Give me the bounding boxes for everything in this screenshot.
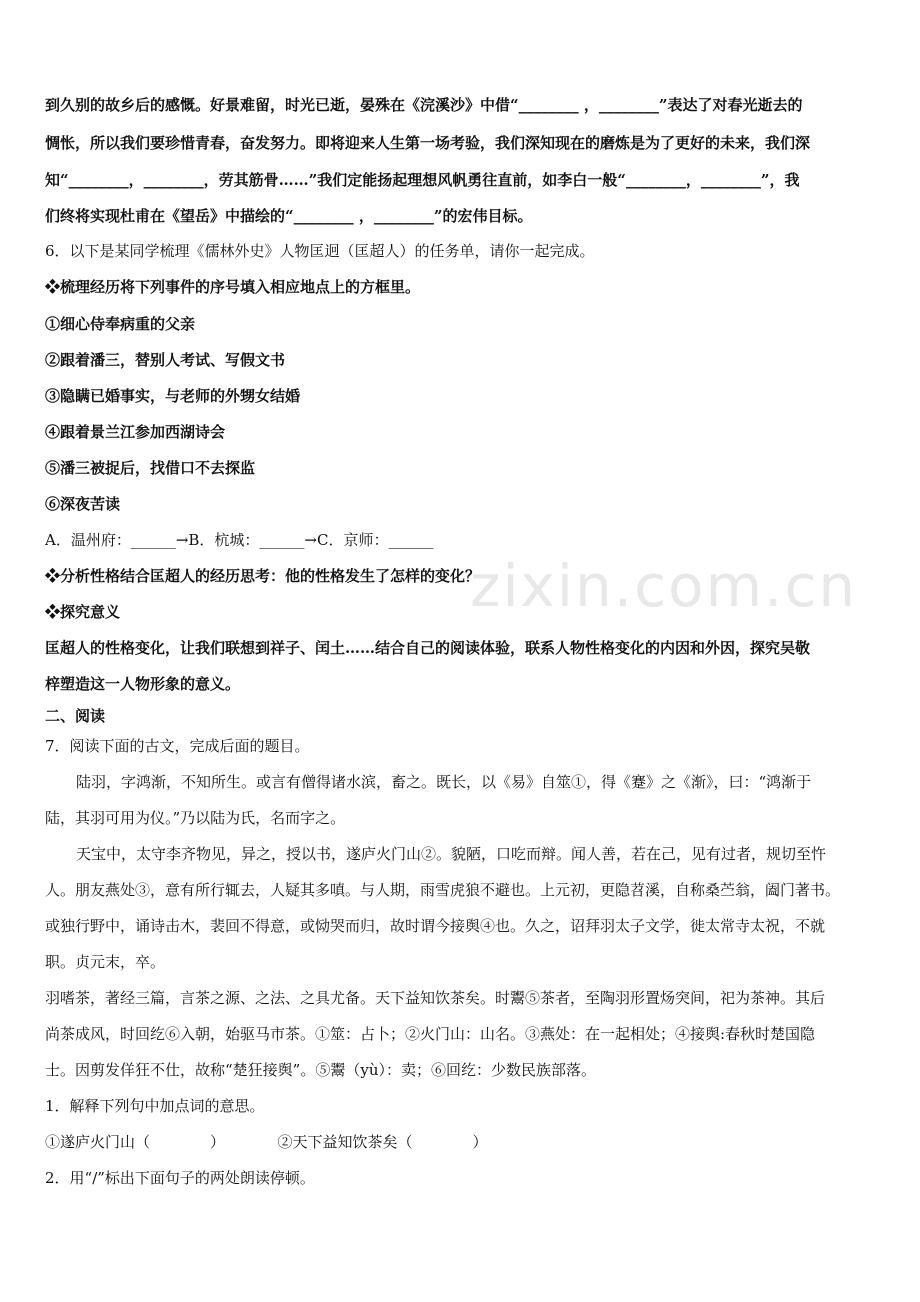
task-analyze-character: ❖分析性格结合匡超人的经历思考：他的性格发生了怎样的变化？ <box>45 567 481 585</box>
task-explore-meaning: ❖探究意义 <box>45 603 121 621</box>
event-6: ⑥深夜苦读 <box>45 495 121 513</box>
classical-text-p2-line2: 人。朋友燕处③，意有所行辄去，人疑其多嗔。与人期，雨雪虎狼不避也。上元初，更隐苕溪，自称桑苎翁，阖门著书。 <box>45 881 841 899</box>
subquestion-1-items: ①遂庐火门山（ ） ②天下益知饮茶矣（ ） <box>45 1133 488 1151</box>
poem-line-4: 们终将实现杜甫在《望岳》中描绘的“________ ，________”的宏伟目标。 <box>45 207 533 225</box>
section-reading-title: 二、阅读 <box>45 707 106 725</box>
event-5: ⑤潘三被捉后，找借口不去探监 <box>45 459 256 477</box>
meaning-line-2: 梓塑造这一人物形象的意义。 <box>45 675 241 693</box>
event-2: ②跟着潘三，替别人考试、写假文书 <box>45 351 286 369</box>
question-7: 7．阅读下面的古文，完成后面的题目。 <box>45 737 310 755</box>
event-4: ④跟着景兰江参加西湖诗会 <box>45 423 226 441</box>
classical-text-p2-line1: 天宝中，太守李齐物见，异之，授以书，遂庐火门山②。貌陋，口吃而辩。闻人善，若在己，见有过者，规切至忤 <box>76 845 827 863</box>
classical-text-p3-line3: 士。因剪发佯狂不仕，故称“楚狂接舆”。⑤鬻（yù）：卖；⑥回纥：少数民族部落。 <box>45 1061 596 1079</box>
poem-line-1: 到久别的故乡后的感慨。好景难留，时光已逝，晏殊在《浣溪沙》中借“________ ，________”表达了对春光逝去的 <box>45 96 803 114</box>
poem-line-3: 知“________，________，劳其筋骨……”我们定能扬起理想风帆勇往直前，如李白一般“________，________”，我 <box>45 171 800 189</box>
subquestion-1: 1．解释下列句中加点词的意思。 <box>45 1097 265 1115</box>
event-1: ①细心侍奉病重的父亲 <box>45 315 196 333</box>
classical-text-p3-line2: 尚茶成风，时回纥⑥入朝，始驱马市茶。①筮：占卜；②火门山：山名。③燕处：在一起相处；④接舆:春秋时楚国隐 <box>45 1025 816 1043</box>
subquestion-2: 2．用“/”标出下面句子的两处朗读停顿。 <box>45 1169 315 1187</box>
classical-text-p1-line2: 陆，其羽可用为仪。”乃以陆为氏，名而字之。 <box>45 809 346 827</box>
places-fill-blank: A．温州府：______→B．杭城：______→C．京师：______ <box>45 531 434 549</box>
question-6: 6．以下是某同学梳理《儒林外史》人物匡迥（匡超人）的任务单，请你一起完成。 <box>45 242 595 260</box>
classical-text-p2-line3: 或独行野中，诵诗击木，裴回不得意，或恸哭而归，故时谓今接舆④也。久之，诏拜羽太子文学，徙太常寺太祝，不就 <box>45 917 826 935</box>
classical-text-p3-line1: 羽嗜茶，著经三篇，言茶之源、之法、之具尤备。天下益知饮茶矣。时鬻⑤茶者，至陶羽形置炀突间，祀为茶神。其后 <box>45 989 826 1007</box>
classical-text-p2-line4: 职。贞元末，卒。 <box>45 953 166 971</box>
classical-text-p1-line1: 陆羽，字鸿渐，不知所生。或言有僧得诸水滨，畜之。既长，以《易》自筮①，得《蹇》之《渐》，曰：“鸿渐于 <box>76 773 812 791</box>
watermark: zixin.com.cn <box>470 552 858 620</box>
event-3: ③隐瞒已婚事实，与老师的外甥女结婚 <box>45 387 301 405</box>
poem-line-2: 惆怅，所以我们要珍惜青春，奋发努力。即将迎来人生第一场考验，我们深知现在的磨炼是为了更好的未来，我们深 <box>45 134 811 152</box>
task-sort-events: ❖梳理经历将下列事件的序号填入相应地点上的方框里。 <box>45 278 421 296</box>
meaning-line-1: 匡超人的性格变化，让我们联想到祥子、闰土……结合自己的阅读体验，联系人物性格变化的内因和外因，探究吴敬 <box>45 639 811 657</box>
